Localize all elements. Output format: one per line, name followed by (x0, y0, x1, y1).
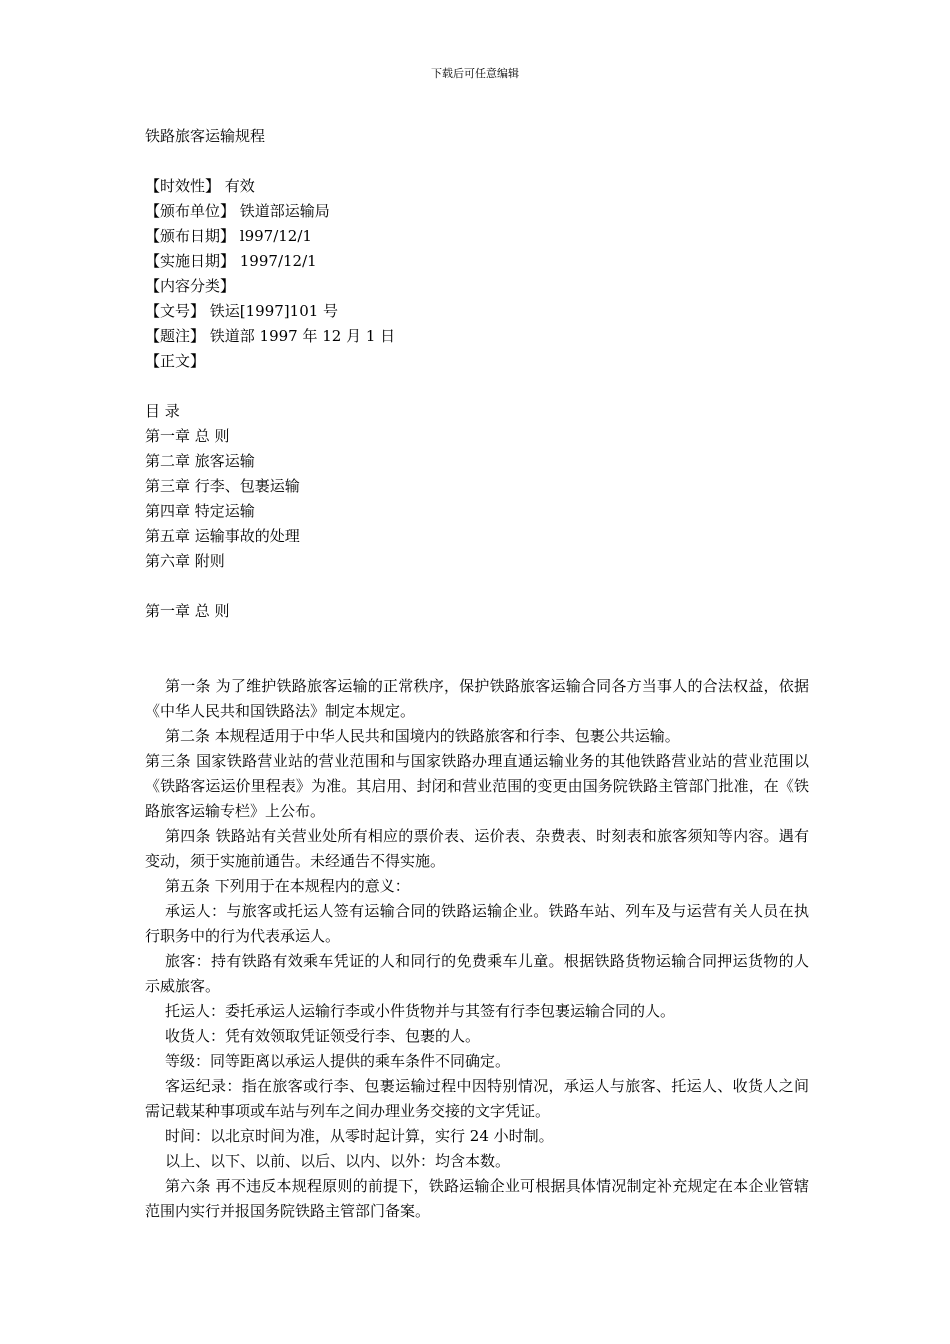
paragraph: 等级：同等距离以承运人提供的乘车条件不同确定。 (165, 1052, 511, 1070)
paragraph: 以上、以下、以前、以后、以内、以外：均含本数。 (165, 1152, 511, 1170)
meta-body-marker: 【正文】 (145, 352, 206, 370)
article-paragraphs (145, 674, 809, 1224)
toc-item-chapter-5: 第五章 运输事故的处理 (145, 527, 300, 545)
meta-category: 【内容分类】 (145, 277, 236, 295)
spacer (145, 574, 809, 599)
meta-document-number: 【文号】 铁运[1997]101 号 (145, 302, 339, 320)
document-body (145, 124, 809, 1224)
toc-item-chapter-4: 第四章 特定运输 (145, 502, 255, 520)
spacer (145, 149, 809, 174)
paragraph: 承运人：与旅客或托运人签有运输合同的铁路运输企业。铁路车站、列车及与运营有关人员在执行职务中的行为代表承运人。 (145, 902, 809, 945)
paragraph: 旅客：持有铁路有效乘车凭证的人和同行的免费乘车儿童。根据铁路货物运输合同押运货物的人示威旅客。 (145, 952, 809, 995)
toc-item-chapter-3: 第三章 行李、包裹运输 (145, 477, 300, 495)
toc-item-chapter-6: 第六章 附则 (145, 552, 225, 570)
paragraph: 第二条 本规程适用于中华人民共和国境内的铁路旅客和行李、包裹公共运输。 (165, 727, 680, 745)
toc-item-chapter-2: 第二章 旅客运输 (145, 452, 255, 470)
toc-item-chapter-1: 第一章 总 则 (145, 427, 230, 445)
meta-effective-date: 【实施日期】 1997/12/1 (145, 252, 317, 270)
chapter-heading: 第一章 总 则 (145, 602, 230, 620)
paragraph: 第一条 为了维护铁路旅客运输的正常秩序，保护铁路旅客运输合同各方当事人的合法权益，依据《中华人民共和国铁路法》制定本规定。 (145, 677, 809, 720)
paragraph: 第五条 下列用于在本规程内的意义： (165, 877, 410, 895)
paragraph: 时间：以北京时间为准，从零时起计算，实行 24 小时制。 (165, 1127, 554, 1145)
meta-issuer: 【颁布单位】 铁道部运输局 (145, 202, 330, 220)
paragraph: 客运纪录：指在旅客或行李、包裹运输过程中因特别情况，承运人与旅客、托运人、收货人之间需记载某种事项或车站与列车之间办理业务交接的文字凭证。 (145, 1077, 809, 1120)
document-title: 铁路旅客运输规程 (145, 127, 266, 145)
paragraph: 收货人：凭有效领取凭证领受行李、包裹的人。 (165, 1027, 481, 1045)
meta-issue-date: 【颁布日期】 l997/12/1 (145, 227, 312, 245)
toc-title: 目 录 (145, 402, 180, 420)
page-header-note: 下载后可任意编辑 (431, 67, 519, 80)
paragraph: 第六条 再不违反本规程原则的前提下，铁路运输企业可根据具体情况制定补充规定在本企业管辖范围内实行并报国务院铁路主管部门备案。 (145, 1177, 809, 1220)
meta-note: 【题注】 铁道部 1997 年 12 月 1 日 (145, 327, 396, 345)
meta-validity: 【时效性】 有效 (145, 177, 255, 195)
paragraph: 托运人：委托承运人运输行李或小件货物并与其签有行李包裹运输合同的人。 (165, 1002, 676, 1020)
spacer (145, 374, 809, 399)
paragraph: 第四条 铁路站有关营业处所有相应的票价表、运价表、杂费表、时刻表和旅客须知等内容。遇有变动，须于实施前通告。未经通告不得实施。 (145, 827, 809, 870)
paragraph: 第三条 国家铁路营业站的营业范围和与国家铁路办理直通运输业务的其他铁路营业站的营业范围以《铁路客运运价里程表》为准。其启用、封闭和营业范围的变更由国务院铁路主管部门批准，在《铁路旅客运输专栏》上公布。 (145, 752, 809, 820)
spacer (145, 624, 809, 674)
